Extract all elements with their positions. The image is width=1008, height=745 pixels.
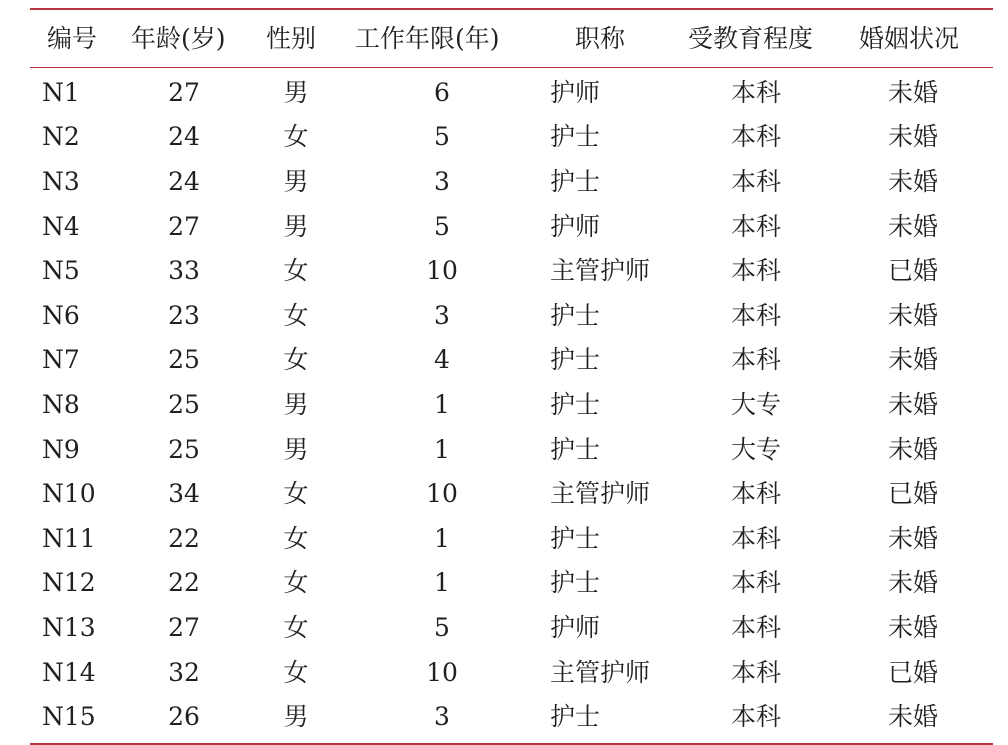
table-row: [30, 471, 993, 516]
cell-age-text: 25: [168, 345, 200, 375]
cell-education-text: 本科: [730, 77, 782, 107]
cell-marital-text: 未婚: [887, 568, 939, 598]
cell-education-text: 大专: [730, 389, 782, 419]
cell-id: N13: [42, 612, 96, 642]
cell-marital-text: 未婚: [887, 523, 939, 553]
cell-age-text: 24: [168, 166, 200, 196]
cell-marital-text: 未婚: [887, 122, 939, 152]
cell-title: 护士: [550, 300, 601, 330]
cell-marital-text: 未婚: [887, 211, 939, 241]
cell-sex-text: 女: [283, 300, 309, 330]
cell-education-text: 本科: [730, 300, 782, 330]
cell-title: 护士: [550, 389, 601, 419]
cell-marital-text: 未婚: [887, 434, 939, 464]
cell-age-text: 24: [168, 122, 200, 152]
cell-sex-text: 女: [283, 568, 309, 598]
cell-id: N15: [42, 702, 96, 732]
header-years: 工作年限(年): [355, 24, 500, 53]
cell-education-text: 本科: [730, 612, 782, 642]
cell-title: 主管护师: [550, 657, 651, 687]
cell-id: N3: [42, 166, 80, 196]
cell-years-text: 3: [434, 702, 450, 732]
cell-sex-text: 女: [283, 612, 309, 642]
cell-sex-text: 男: [283, 389, 309, 419]
cell-title: 护师: [550, 211, 601, 241]
cell-marital-text: 未婚: [887, 166, 939, 196]
table-row: [30, 516, 993, 561]
cell-id: N1: [42, 77, 80, 107]
cell-marital-text: 未婚: [887, 389, 939, 419]
table-row: [30, 159, 993, 204]
cell-id: N5: [42, 256, 80, 286]
participant-table: [30, 8, 993, 745]
cell-sex-text: 男: [283, 211, 309, 241]
cell-sex-text: 男: [283, 434, 309, 464]
cell-education-text: 本科: [730, 523, 782, 553]
table-row: [30, 694, 993, 739]
cell-sex-text: 女: [283, 256, 309, 286]
cell-id: N7: [42, 345, 80, 375]
table-row: [30, 561, 993, 606]
cell-sex-text: 女: [283, 345, 309, 375]
header-age: 年龄(岁): [131, 24, 226, 53]
cell-years-text: 5: [434, 211, 450, 241]
cell-age-text: 34: [168, 479, 200, 509]
cell-education-text: 大专: [730, 434, 782, 464]
cell-education-text: 本科: [730, 657, 782, 687]
cell-sex-text: 女: [283, 657, 309, 687]
table-row: [30, 204, 993, 249]
table-row: [30, 650, 993, 695]
cell-sex-text: 男: [283, 166, 309, 196]
cell-id: N4: [42, 211, 80, 241]
table-body: [30, 68, 993, 743]
cell-age-text: 26: [168, 702, 200, 732]
cell-id: N6: [42, 300, 80, 330]
cell-marital-text: 未婚: [887, 77, 939, 107]
cell-title: 护士: [550, 568, 601, 598]
cell-years-text: 3: [434, 166, 450, 196]
cell-sex-text: 女: [283, 122, 309, 152]
table-row: [30, 70, 993, 115]
cell-years-text: 1: [434, 568, 450, 598]
cell-age-text: 22: [168, 568, 200, 598]
cell-age-text: 27: [168, 211, 200, 241]
cell-years-text: 3: [434, 300, 450, 330]
table-row: [30, 248, 993, 293]
cell-title: 护士: [550, 702, 601, 732]
cell-years-text: 10: [426, 657, 458, 687]
cell-education-text: 本科: [730, 122, 782, 152]
cell-years-text: 4: [434, 345, 450, 375]
header-id: 编号: [47, 24, 98, 53]
cell-marital-text: 未婚: [887, 345, 939, 375]
table-row: [30, 115, 993, 160]
cell-education-text: 本科: [730, 702, 782, 732]
cell-age-text: 25: [168, 434, 200, 464]
table-row: [30, 605, 993, 650]
cell-years-text: 5: [434, 122, 450, 152]
cell-education-text: 本科: [730, 479, 782, 509]
cell-id: N14: [42, 657, 96, 687]
cell-age-text: 23: [168, 300, 200, 330]
cell-years-text: 1: [434, 523, 450, 553]
cell-education-text: 本科: [730, 568, 782, 598]
table-row: [30, 427, 993, 472]
cell-age-text: 27: [168, 77, 200, 107]
cell-education-text: 本科: [730, 345, 782, 375]
table-header-row: [30, 10, 993, 67]
cell-id: N10: [42, 479, 96, 509]
cell-title: 护士: [550, 523, 601, 553]
cell-title: 护师: [550, 612, 601, 642]
cell-marital-text: 未婚: [887, 702, 939, 732]
header-title: 职称: [575, 24, 626, 53]
cell-id: N12: [42, 568, 96, 598]
cell-id: N11: [42, 523, 96, 553]
cell-marital-text: 已婚: [887, 479, 939, 509]
cell-id: N2: [42, 122, 80, 152]
cell-years-text: 5: [434, 612, 450, 642]
cell-age-text: 25: [168, 389, 200, 419]
cell-education-text: 本科: [730, 211, 782, 241]
cell-years-text: 1: [434, 389, 450, 419]
cell-marital-text: 未婚: [887, 300, 939, 330]
cell-sex-text: 女: [283, 523, 309, 553]
cell-years-text: 6: [434, 77, 450, 107]
cell-years-text: 10: [426, 479, 458, 509]
cell-marital-text: 已婚: [887, 256, 939, 286]
header-sex: 性别: [266, 24, 317, 53]
cell-years-text: 10: [426, 256, 458, 286]
table-row: [30, 382, 993, 427]
cell-marital-text: 未婚: [887, 612, 939, 642]
cell-title: 护士: [550, 345, 601, 375]
cell-age-text: 22: [168, 523, 200, 553]
cell-education-text: 本科: [730, 166, 782, 196]
cell-sex-text: 女: [283, 479, 309, 509]
cell-education-text: 本科: [730, 256, 782, 286]
header-education: 受教育程度: [688, 24, 814, 53]
cell-title: 主管护师: [550, 479, 651, 509]
cell-age-text: 32: [168, 657, 200, 687]
cell-marital-text: 已婚: [887, 657, 939, 687]
cell-title: 护士: [550, 122, 601, 152]
table-row: [30, 338, 993, 383]
header-marital: 婚姻状况: [859, 24, 960, 53]
cell-title: 护师: [550, 77, 601, 107]
cell-id: N8: [42, 389, 80, 419]
cell-sex-text: 男: [283, 702, 309, 732]
cell-title: 护士: [550, 166, 601, 196]
cell-age-text: 27: [168, 612, 200, 642]
table-row: [30, 293, 993, 338]
cell-title: 护士: [550, 434, 601, 464]
cell-title: 主管护师: [550, 256, 651, 286]
cell-years-text: 1: [434, 434, 450, 464]
cell-sex-text: 男: [283, 77, 309, 107]
cell-age-text: 33: [168, 256, 200, 286]
cell-id: N9: [42, 434, 80, 464]
